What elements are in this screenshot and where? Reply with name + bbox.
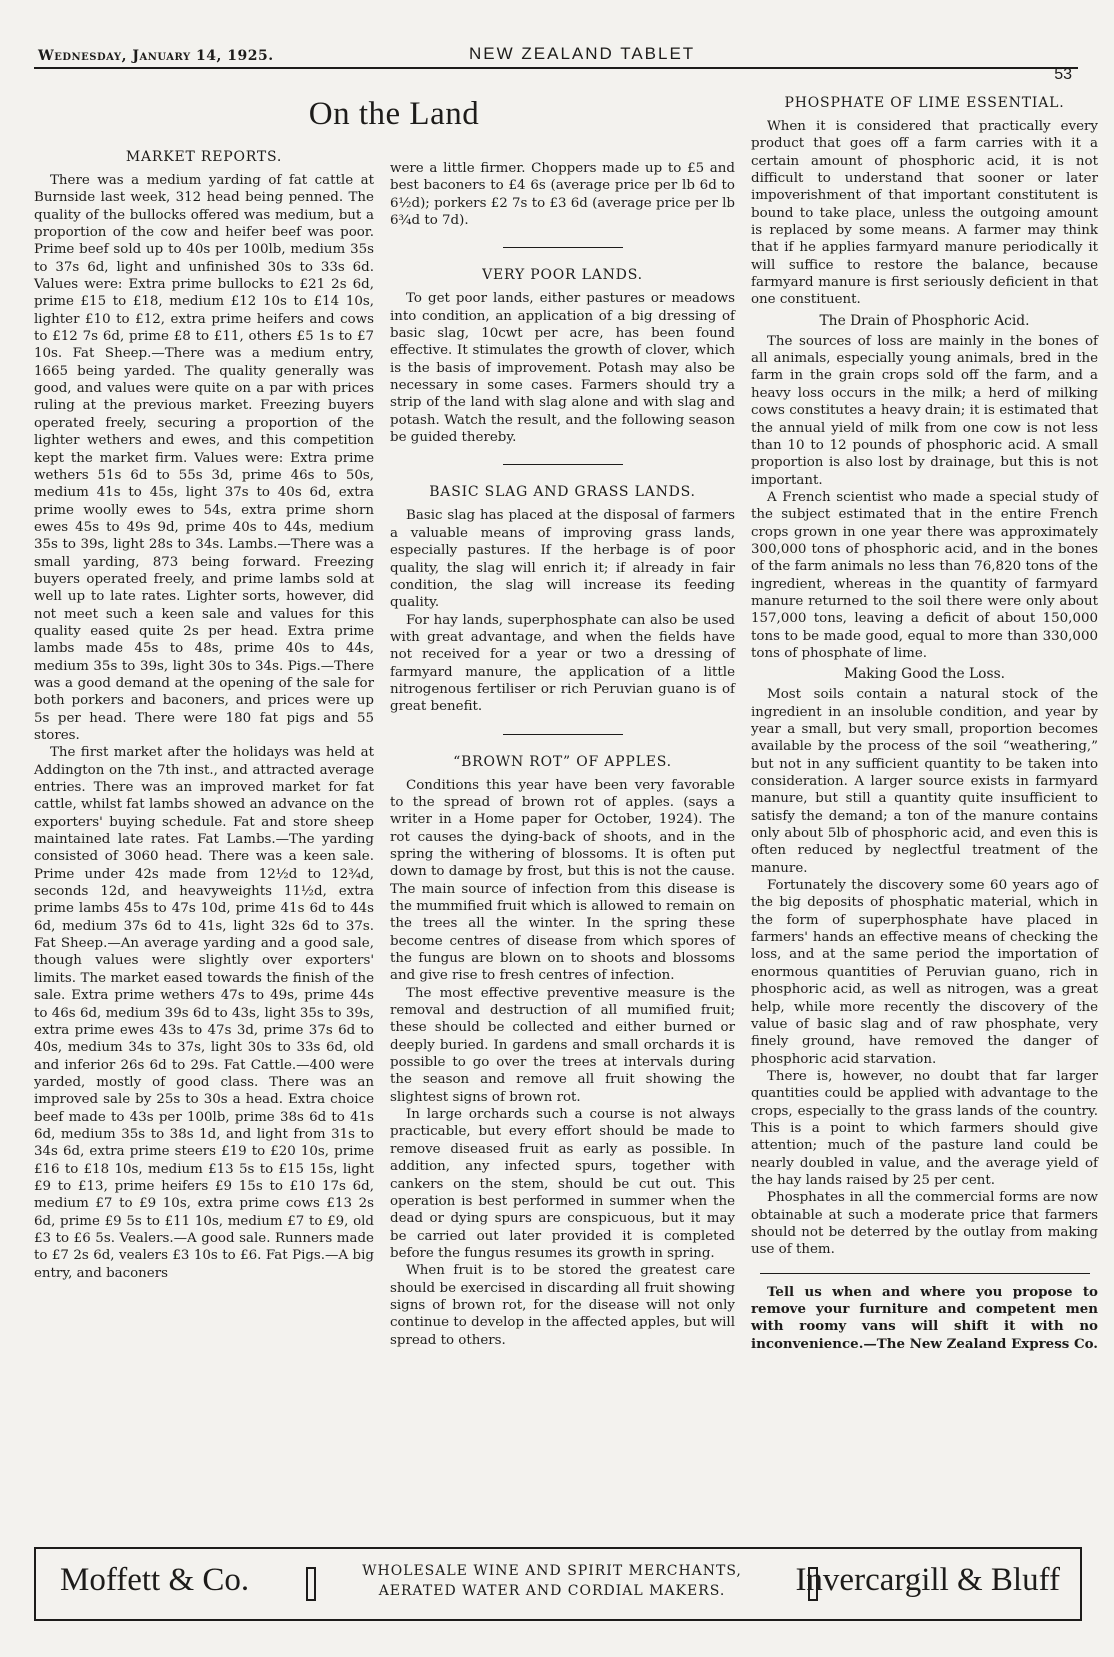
basic-slag-heading: BASIC SLAG AND GRASS LANDS.: [429, 484, 696, 501]
market-reports-paragraph: The first market after the holidays was held at Addington on the 7th inst., and attracted average entries. There was an improved market for fat cattle, whilst fat lambs showed an advance on the exporters' buying schedule. Fat and store sheep maintained late rates. Fat Lambs.—The yarding consisted of 3060 head. There was a keen sale. Prime under 42s made from 12½d to 12¾d, seconds 12d, and heavyweights 11½d, extra prime lambs 45s to 47s 10d, prime 41s 6d to 44s 6d, medium 37s 6d to 41s, light 32s 6d to 37s. Fat Sheep.—An average yarding and a good sale, though values were slightly over exporters' limits. The market eased towards the finish of the sale. Extra prime wethers 47s to 49s, prime 44s to 46s 6d, medium 39s 6d to 43s, light 35s to 39s, extra prime ewes 43s to 47s 3d, prime 37s 6d to 40s, medium 34s to 37s, light 30s to 33s 6d, old and inferior 26s 6d to 29s. Fat Cattle.—400 were yarded, mostly of good class. There was an improved sale by 25s to 30s a head. Extra choice beef made to 43s per 100lb, prime 38s 6d to 41s 6d, medium 35s to 38s 1d, and light from 31s to 34s 6d, extra prime steers £19 to £20 10s, prime £16 to £18 10s, medium £13 5s to £15 15s, light £9 to £13, prime heifers £9 15s to £10 17s 6d, medium £7 to £9 10s, extra prime cows £13 2s 6d, prime £9 5s to £11 10s, medium £7 to £9, old £3 to £6 5s. Vealers.—A good sale. Runners made to £7 2s 6d, vealers £3 10s to £6. Fat Pigs.—A big entry, and baconers: [34, 745, 374, 1281]
divider: [760, 1273, 1090, 1274]
phosphate-paragraph: A French scientist who made a special study of the subject estimated that in the entire French crops grown in one year there was approximately 300,000 tons of phosphoric acid, and in the bones of the farm animals no less than 76,820 tons of the ingredient, whereas in the quantity of farmyard manure returned to the soil there were only about 157,000 tons, leaving a deficit of about 150,000 tons to be made good, equal to more than 330,000 tons of phosphate of lime.: [751, 489, 1098, 661]
brown-rot-heading: “BROWN ROT” OF APPLES.: [453, 753, 672, 770]
divider: [503, 464, 623, 465]
section-title: On the Land: [308, 96, 480, 132]
phosphate-paragraph: The sources of loss are mainly in the bones of all animals, especially young animals, bred in the farm in the grain crops sold off the farm, and a heavy loss occurs in the milk; a herd of milking cows constitutes a heavy drain; it is estimated that the annual yield of milk from one cow is not less than 10 to 12 pounds of phosphoric acid. A small proportion is also lost by drainage, but this is not important.: [751, 333, 1098, 488]
very-poor-lands-heading: VERY POOR LANDS.: [482, 267, 643, 284]
phosphate-paragraph: There is, however, no doubt that far larger quantities could be applied with advantage to the crops, especially to the grass lands of the country. This is a point to which farmers should give attention; much of the pasture land could be nearly doubled in value, and the average yield of the hay lands raised by 25 per cent.: [751, 1068, 1098, 1188]
advert-company: Moffett & Co.: [60, 1562, 250, 1598]
advert-line: AERATED WATER AND CORDIAL MAKERS.: [378, 1583, 726, 1599]
brown-rot-paragraph: In large orchards such a course is not always practicable, but every effort should be made to remove diseased fruit as early as possible. In addition, any infected spurs, together with cankers on the stem, should be cut out. This operation is best performed in summer when the dead or dying spurs are conspicuous, but it may be carried out later provided it is completed before the fungus resumes its growth in spring.: [390, 1107, 735, 1261]
page-number: 53: [1054, 66, 1072, 83]
phosphate-paragraph: Phosphates in all the commercial forms are now obtainable at such a moderate price that farmers should not be deterred by the outlay from making use of them.: [751, 1190, 1098, 1258]
brown-rot-paragraph: Conditions this year have been very favorable to the spread of brown rot of apples. (says a writer in a Home paper for October, 1924). The rot causes the dying-back of shoots, and in the spring the withering of blossoms. It is often put down to damage by frost, but this is not the cause. The main source of infection from this disease is the mummified fruit which is allowed to remain on the trees all the winter. In the spring these become centres of disease from which spores of the fungus are blown on to shoots and blossoms and give rise to fresh centres of infection.: [390, 777, 735, 984]
masthead-rule: [34, 67, 1078, 69]
advertisement: [34, 1547, 1082, 1621]
paper-title: NEW ZEALAND TABLET: [469, 44, 696, 63]
masthead: [34, 44, 1078, 83]
column-2: [390, 160, 735, 1349]
drain-subheading: The Drain of Phosphoric Acid.: [819, 312, 1030, 329]
market-reports-continuation: were a little firmer. Choppers made up to £5 and best baconers to £4 6s (average price per lb 6d to 6½d); porkers £2 7s to £3 6d (average price per lb 6¾d to 7d).: [390, 161, 735, 229]
market-reports-paragraph: There was a medium yarding of fat cattle at Burnside last week, 312 head being penned. The quality of the bullocks offered was medium, but a proportion of the cow and heifer beef was poor. Prime beef sold up to 40s per 100lb, medium 35s to 37s 6d, light and unfinished 30s to 33s 6d. Values were: Extra prime bullocks to £21 2s 6d, prime £15 to £18, medium £12 10s to £14 10s, lighter £10 to £12, extra prime heifers and cows to £12 7s 6d, prime £8 to £11, others £5 1s to £7 10s. Fat Sheep.—There was a medium entry, 1665 being yarded. The quality generally was good, and values were quite on a par with prices ruling at the previous market. Freezing buyers operated freely, securing a proportion of the lighter wethers and ewes, and this competition kept the market firm. Values were: Extra prime wethers 51s 6d to 55s 3d, prime 46s to 50s, medium 41s to 45s, light 37s to 40s 6d, extra prime woolly ewes to 54s, extra prime shorn ewes 45s to 49s 9d, prime 40s to 44s, medium 35s to 39s, light 28s to 34s. Lambs.—There was a small yarding, 873 being forward. Freezing buyers operated freely, and prime lambs sold at well up to late rates. Lighter sorts, however, did not meet such a keen sale and values for this quality eased quite 2s per head. Extra prime lambs made 45s to 48s, prime 40s to 44s, medium 35s to 39s, light 30s to 34s. Pigs.—There was a good demand at the opening of the sale for both porkers and baconers, and prices were up 5s per head. There were 180 fat pigs and 55 stores.: [34, 173, 374, 743]
phosphate-paragraph: Fortunately the discovery some 60 years ago of the big deposits of phosphatic material, which in the form of superphosphate have placed in farmers' hands an effective means of checking the loss, and at the same period the importation of enormous quantities of Peruvian guano, rich in phosphoric acid, as well as nitrogen, was a great help, while more recently the discovery of the value of basic slag and of raw phosphate, very finely ground, have removed the danger of phosphoric acid starvation.: [751, 878, 1098, 1067]
basic-slag-paragraph: For hay lands, superphosphate can also be used with great advantage, and when the fields have not received for a year or two a dressing of farmyard manure, the application of a little nitrogenous fertiliser or rich Peruvian guano is of great benefit.: [390, 612, 735, 715]
basic-slag-paragraph: Basic slag has placed at the disposal of farmers a valuable means of improving grass lands, especially pastures. If the herbage is of poor quality, the slag will enrich it; if already in fair condition, the slag will increase its feeding quality.: [390, 508, 735, 611]
brown-rot-paragraph: When fruit is to be stored the greatest care should be exercised in discarding all fruit showing signs of brown rot, for the disease will not only continue to develop in the affected apples, but will spread to others.: [390, 1263, 735, 1348]
phosphate-paragraph: Most soils contain a natural stock of the ingredient in an insoluble condition, and year by year a small, but very small, proportion becomes available by the process of the soil “weathering,” but not in any sufficient quantity to be taken into consideration. A larger source exists in farmyard manure, but still a quantity quite insufficient to satisfy the demand; a ton of the manure contains only about 5lb of phosphoric acid, and even this is often reduced by neglectful treatment of the manure.: [751, 687, 1098, 876]
express-notice: Tell us when and where you propose to remove your furniture and competent men with roomy vans will shift it with no inconvenience.—The New Zealand Express Co.: [751, 1283, 1098, 1352]
market-reports-heading: MARKET REPORTS.: [125, 149, 283, 165]
divider: [503, 247, 623, 248]
bracket-ornament: [306, 1567, 316, 1601]
advert-line: WHOLESALE WINE AND SPIRIT MERCHANTS,: [362, 1563, 742, 1579]
issue-date: Wednesday, January 14, 1925.: [38, 48, 274, 64]
phosphate-heading: PHOSPHATE OF LIME ESSENTIAL.: [784, 95, 1065, 111]
divider: [503, 734, 623, 735]
very-poor-lands-paragraph: To get poor lands, either pastures or meadows into condition, an application of a big dressing of basic slag, 10cwt per acre, has been found effective. It stimulates the growth of clover, which is the basis of improvement. Potash may also be necessary in some cases. Farmers should try a strip of the land with slag alone and with slag and potash. Watch the result, and the following season be guided thereby.: [390, 291, 735, 446]
advert-description: [332, 1561, 772, 1601]
advert-location: Invercargill & Bluff: [795, 1562, 1060, 1598]
making-good-subheading: Making Good the Loss.: [843, 666, 1006, 683]
column-3: [751, 94, 1098, 1353]
phosphate-paragraph: When it is considered that practically every product that goes off a farm carries with it a certain amount of phosphoric acid, it is not difficult to understand that sooner or later impoverishment of that important constitutent is bound to take place, unless the outgoing amount is replaced by some means. A farmer may think that if he applies farmyard manure periodically it will suffice to restore the balance, because farmyard manure is first seriously deficient in that one constituent.: [751, 119, 1098, 308]
brown-rot-paragraph: The most effective preventive measure is the removal and destruction of all mumified fruit; these should be collected and either burned or deeply buried. In gardens and small orchards it is possible to go over the trees at intervals during the season and remove all fruit showing the slightest signs of brown rot.: [390, 985, 735, 1105]
column-1: [34, 96, 480, 1282]
